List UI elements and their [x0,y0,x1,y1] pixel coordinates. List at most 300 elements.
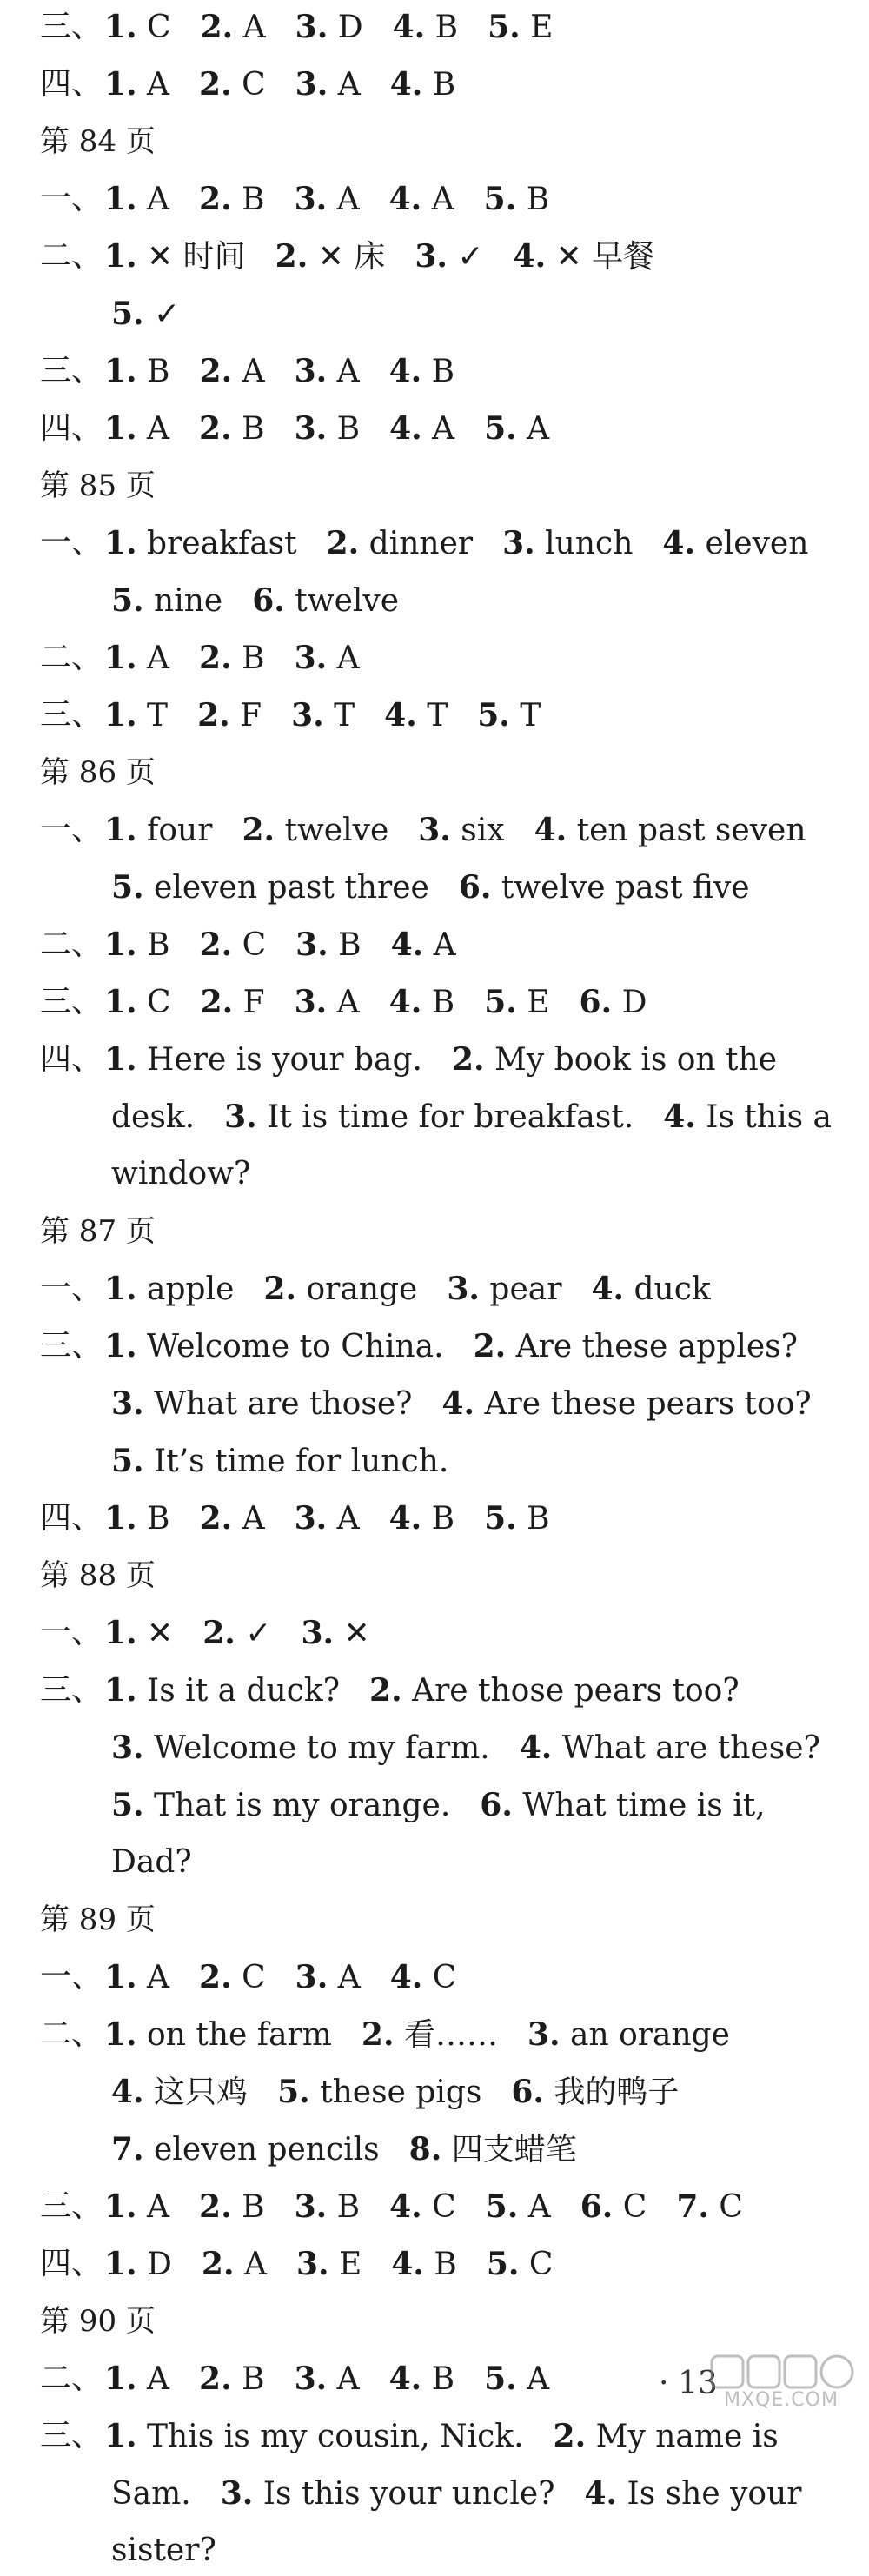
question-number: 2. [199,66,232,103]
answers [111,1780,795,1831]
answer-text: pear [489,1271,562,1307]
question-number: 2. [200,984,234,1020]
answer-text: B [147,1501,170,1537]
question-number: 2. [199,1959,232,1995]
question-number: 3. [291,697,324,734]
answer-text: A [336,641,360,676]
question-number: 5. [484,1500,517,1537]
answer-item [391,2239,457,2290]
question-number: 3. [294,2360,328,2397]
answer-item [409,2124,577,2175]
answers [104,518,838,569]
answer-item [591,1264,710,1315]
answer-item [459,862,750,913]
answer-item [295,346,360,397]
section-label: 一、 [40,1959,103,1995]
answer-text: on the farm [147,2017,332,2053]
answer-item [104,403,169,455]
answer-item [389,1493,455,1544]
answer-text: T [427,698,448,734]
question-number: 2. [263,1271,297,1307]
answer-text: B [147,927,170,963]
answer-text: What are these? [561,1730,820,1766]
answers [104,1608,400,1659]
answer-item [384,690,448,741]
page-heading-text: 第 85 页 [40,468,156,503]
answer-text: B [431,985,455,1020]
question-number: 1. [104,66,137,103]
answer-item [104,1321,444,1372]
watermark-text: MXQE.COM [724,2389,839,2411]
answer-item [263,1264,417,1315]
answer-text: A [147,641,170,676]
answers [104,1493,580,1544]
answer-item [111,2526,216,2576]
answer-text: This is my cousin, Nick. [147,2419,524,2454]
answer-text: A [432,411,455,447]
answer-text: Welcome to China. [147,1329,444,1364]
section-label: 一、 [40,812,103,847]
answers [111,1149,280,1199]
answer-item [295,1493,360,1544]
answer-item [580,2181,647,2233]
answer-text: B [338,927,362,963]
answer-item [199,633,265,684]
question-number: 2. [199,2188,232,2225]
answer-text: B [527,1501,550,1537]
answer-text: A [336,2361,360,2397]
answer-item [104,174,169,225]
question-number: 5. [477,697,510,734]
answer-item [197,690,262,741]
answer-item [514,231,655,282]
section-label: 二、 [40,640,103,675]
answer-text: A [147,67,170,103]
answer-item [104,2009,332,2061]
question-number: 3. [294,1500,328,1537]
answer-text: ✕ 时间 [147,239,246,275]
answer-item [201,2,266,53]
question-number: 1. [104,697,137,734]
page-heading [40,116,156,167]
question-number: 2. [199,410,232,447]
answer-text: ✓ [457,239,484,275]
answer-item [295,920,362,971]
answer-item [111,2469,191,2520]
answer-text: My name is [595,2419,779,2454]
question-number: 4. [389,2188,422,2225]
answer-item [199,1952,266,2003]
question-number: 1. [104,9,137,45]
answers [104,231,684,282]
question-number: 3. [111,1730,144,1766]
answer-text: orange [306,1271,418,1307]
answer-item [111,2067,248,2118]
answer-item [527,2009,730,2061]
page-number-dot: · [659,2366,669,2401]
question-number: 5. [111,1443,144,1479]
answers [104,1264,740,1315]
answer-item [301,1608,369,1659]
question-number: 6. [579,984,613,1020]
page-heading-text: 第 84 页 [40,124,156,159]
question-number: 1. [104,410,137,447]
answer-item [104,977,171,1028]
answer-text: Is she your [627,2476,802,2512]
answer-text: A [337,1960,361,1995]
answer-text: D [621,985,647,1020]
answer-item [295,403,361,455]
page-heading-text: 第 86 页 [40,755,156,790]
answer-text: T [334,698,355,734]
answer-text: eleven pencils [154,2132,380,2168]
answer-text: What time is it, [522,1788,766,1823]
question-number: 3. [295,9,328,45]
answer-item [520,1723,820,1774]
section-label: 一、 [40,525,103,561]
question-number: 4. [384,697,417,734]
question-number: 2. [199,353,233,389]
answer-text: ✕ 床 [317,239,386,275]
section-label: 三、 [40,9,103,44]
answer-item [295,2,363,53]
answer-text: A [147,2189,170,2225]
page-heading-text: 第 88 页 [40,1558,156,1593]
question-number: 3. [301,1615,335,1651]
answer-item [534,805,806,856]
question-number: 2. [199,2360,232,2397]
answer-text: ten past seven [576,813,806,848]
answer-text: Dad? [111,1844,192,1880]
question-number: 5. [111,869,144,906]
page-heading [40,1895,156,1945]
answer-item [104,1264,234,1315]
answer-item [111,1837,192,1888]
question-number: 3. [295,66,328,103]
answer-item [111,1149,250,1199]
answer-item [104,920,170,971]
answer-text: an orange [570,2017,730,2053]
answer-text: eleven [705,526,809,561]
question-number: 2. [202,1615,235,1651]
question-number: 1. [104,1500,137,1537]
question-number: 1. [104,353,137,389]
answer-item [202,2239,267,2290]
question-number: 3. [418,812,451,848]
answer-text: A [147,2361,170,2397]
question-number: 4. [388,1500,422,1537]
answers [111,575,428,627]
answer-text: T [520,698,541,734]
question-number: 1. [104,2418,137,2454]
question-number: 7. [676,2188,709,2225]
answer-text: A [147,411,170,447]
answers [104,2354,579,2405]
section-label: 二、 [40,2016,103,2052]
answer-item [201,977,265,1028]
answer-item [362,2009,498,2061]
answer-text: That is my orange. [154,1788,451,1823]
question-number: 2. [197,697,230,734]
question-number: 1. [104,640,137,676]
answer-text: ✕ 早餐 [555,239,655,275]
section-label: 四、 [40,66,103,102]
question-number: 3. [527,2016,561,2053]
answer-text: Is this your uncle? [262,2476,555,2512]
question-number: 3. [502,525,535,561]
page-heading [40,1206,156,1257]
answer-text: Is this a [706,1099,832,1135]
question-number: 2. [473,1328,507,1364]
answer-text: duck [634,1271,711,1307]
question-number: 2. [199,181,232,217]
answer-text: It’s time for lunch. [154,1444,449,1479]
answer-item [200,920,267,971]
answer-text: B [242,182,265,217]
answer-item [554,2411,779,2462]
answer-text: B [434,2247,457,2282]
section-label: 一、 [40,1271,103,1306]
page-heading-text: 第 90 页 [40,2304,156,2339]
answer-text: four [147,813,213,848]
answer-item [104,2,171,53]
answer-text: C [622,2189,647,2225]
answer-text: B [434,10,459,45]
answers [111,2067,708,2118]
answer-item [200,346,265,397]
answers [111,1092,861,1143]
question-number: 3. [224,1099,257,1135]
question-number: 4. [534,812,567,848]
answer-text: Are these pears too? [484,1386,812,1422]
answers [104,805,836,856]
answer-item [104,1665,340,1716]
answer-text: C [242,927,267,963]
answer-item [389,2354,455,2405]
answer-item [390,59,456,110]
question-number: 7. [111,2131,144,2168]
answer-text: A [336,1501,360,1537]
answer-text: A [527,2189,551,2225]
answer-item [296,2239,362,2290]
answer-text: A [243,2247,267,2282]
question-number: 4. [663,1099,696,1135]
answers [104,1034,806,1086]
question-number: 4. [391,2246,424,2282]
answer-item [104,1034,422,1086]
answer-text: F [242,985,265,1020]
answer-item [111,1378,412,1430]
answer-text: F [240,698,262,734]
section-label: 三、 [40,2418,103,2453]
section-label: 四、 [40,410,103,446]
answer-item [199,403,265,455]
answer-text: D [147,2247,172,2282]
answer-item [585,2468,802,2520]
answers [104,2239,582,2290]
answer-item [389,403,454,455]
question-number: 1. [104,2016,137,2053]
question-number: 2. [199,640,232,676]
answer-text: Here is your bag. [147,1042,422,1078]
question-number: 3. [295,2246,329,2282]
answers [104,1665,769,1716]
answer-item [447,1264,561,1315]
answers [104,403,579,455]
answer-item [111,575,222,627]
question-number: 4. [513,238,547,275]
question-number: 1. [104,1271,137,1307]
answer-text: Welcome to my farm. [154,1730,490,1766]
question-number: 3. [111,1385,144,1422]
question-number: 5. [484,2360,517,2397]
answer-item [111,1092,195,1143]
answer-text: 这只鸡 [154,2075,249,2110]
answer-text: B [431,2361,455,2397]
answers [111,1723,850,1774]
answer-item [111,2124,380,2175]
answer-item [484,2354,549,2405]
question-number: 2. [361,2016,395,2053]
question-number: 4. [390,926,424,963]
answer-item [488,2,553,53]
answer-text: A [527,411,550,447]
question-number: 1. [104,181,137,217]
answer-item [327,518,474,569]
answer-item [104,633,169,684]
question-number: 4. [389,66,423,103]
answer-item [104,2181,169,2233]
answer-text: A [336,354,360,389]
question-number: 1. [104,525,137,561]
page-heading [40,1550,156,1601]
answer-item [295,59,361,110]
answer-item [441,1378,811,1430]
answer-item [452,1034,777,1086]
answer-item [484,1493,550,1544]
question-number: 1. [104,1328,137,1364]
question-number: 3. [447,1271,480,1307]
answer-item [415,231,483,282]
answers [111,2124,607,2175]
section-label: 四、 [40,2246,103,2281]
question-number: 1. [104,812,137,848]
answer-text: ✕ [147,1616,174,1651]
question-number: 5. [111,295,144,332]
question-number: 2. [201,2246,235,2282]
answer-item [111,862,429,913]
answer-item [104,805,212,856]
answer-item [502,518,633,569]
question-number: 3. [295,1959,328,1995]
answer-item [389,2181,456,2233]
question-number: 4. [388,2360,422,2397]
answer-text: B [242,2361,265,2397]
question-number: 2. [199,1500,233,1537]
answers [104,633,389,684]
answer-text: lunch [545,526,634,561]
answer-item [389,346,455,397]
answers [104,59,485,110]
answer-item [200,1493,265,1544]
answer-text: A [336,182,360,217]
question-number: 1. [104,2360,137,2397]
page-heading-text: 第 87 页 [40,1214,156,1249]
answer-text: A [242,1501,265,1537]
question-number: 2. [275,238,308,275]
section-label: 二、 [40,2360,103,2396]
answers [104,2,582,53]
question-number: 1. [104,1041,137,1078]
section-label: 四、 [40,1500,103,1536]
answer-item [484,403,549,455]
question-number: 3. [294,181,328,217]
question-number: 4. [662,525,695,561]
answers [104,2009,760,2061]
answers [111,1837,222,1888]
answer-text: eleven past three [154,870,429,906]
answer-text: A [431,182,454,217]
question-number: 4. [392,9,426,45]
question-number: 2. [199,926,233,963]
page-heading [40,747,156,798]
answer-item [487,2239,554,2290]
question-number: 6. [480,1787,513,1823]
answer-text: B [432,67,456,103]
section-label: 一、 [40,1615,103,1650]
answer-item [662,518,808,569]
question-number: 8. [408,2131,442,2168]
answer-text: C [242,67,266,103]
answer-item [474,1321,798,1372]
question-number: 5. [488,9,521,45]
answer-text: breakfast [147,526,297,561]
answer-item [277,2067,481,2118]
question-number: 3. [294,2188,328,2225]
answer-text: It is time for breakfast. [267,1099,634,1135]
answer-text: A [527,2361,550,2397]
question-number: 2. [369,1672,402,1709]
answer-item [295,2181,361,2233]
answer-text: C [432,1960,457,1995]
answer-item [389,977,455,1028]
answer-text: C [147,10,171,45]
answer-item [393,2,459,53]
answer-text: C [242,1960,266,1995]
page-heading [40,2296,156,2347]
answer-item [104,690,168,741]
question-number: 4. [388,353,422,389]
answer-item [104,231,246,282]
question-number: 5. [111,1787,144,1823]
answer-text: ✓ [154,296,181,332]
answers [104,1321,827,1372]
answer-text: twelve [284,813,389,848]
answer-text: twelve [295,583,400,619]
answer-item [199,2181,265,2233]
answer-item [418,805,504,856]
question-number: 1. [104,2246,137,2282]
answer-item [580,977,647,1028]
question-number: 4. [111,2074,144,2110]
answer-text: apple [147,1271,235,1307]
answer-text: A [337,67,361,103]
answers [104,2181,773,2233]
answer-item [111,1436,448,1487]
answer-item [295,174,360,225]
answer-text: E [530,10,554,45]
question-number: 4. [389,410,422,447]
